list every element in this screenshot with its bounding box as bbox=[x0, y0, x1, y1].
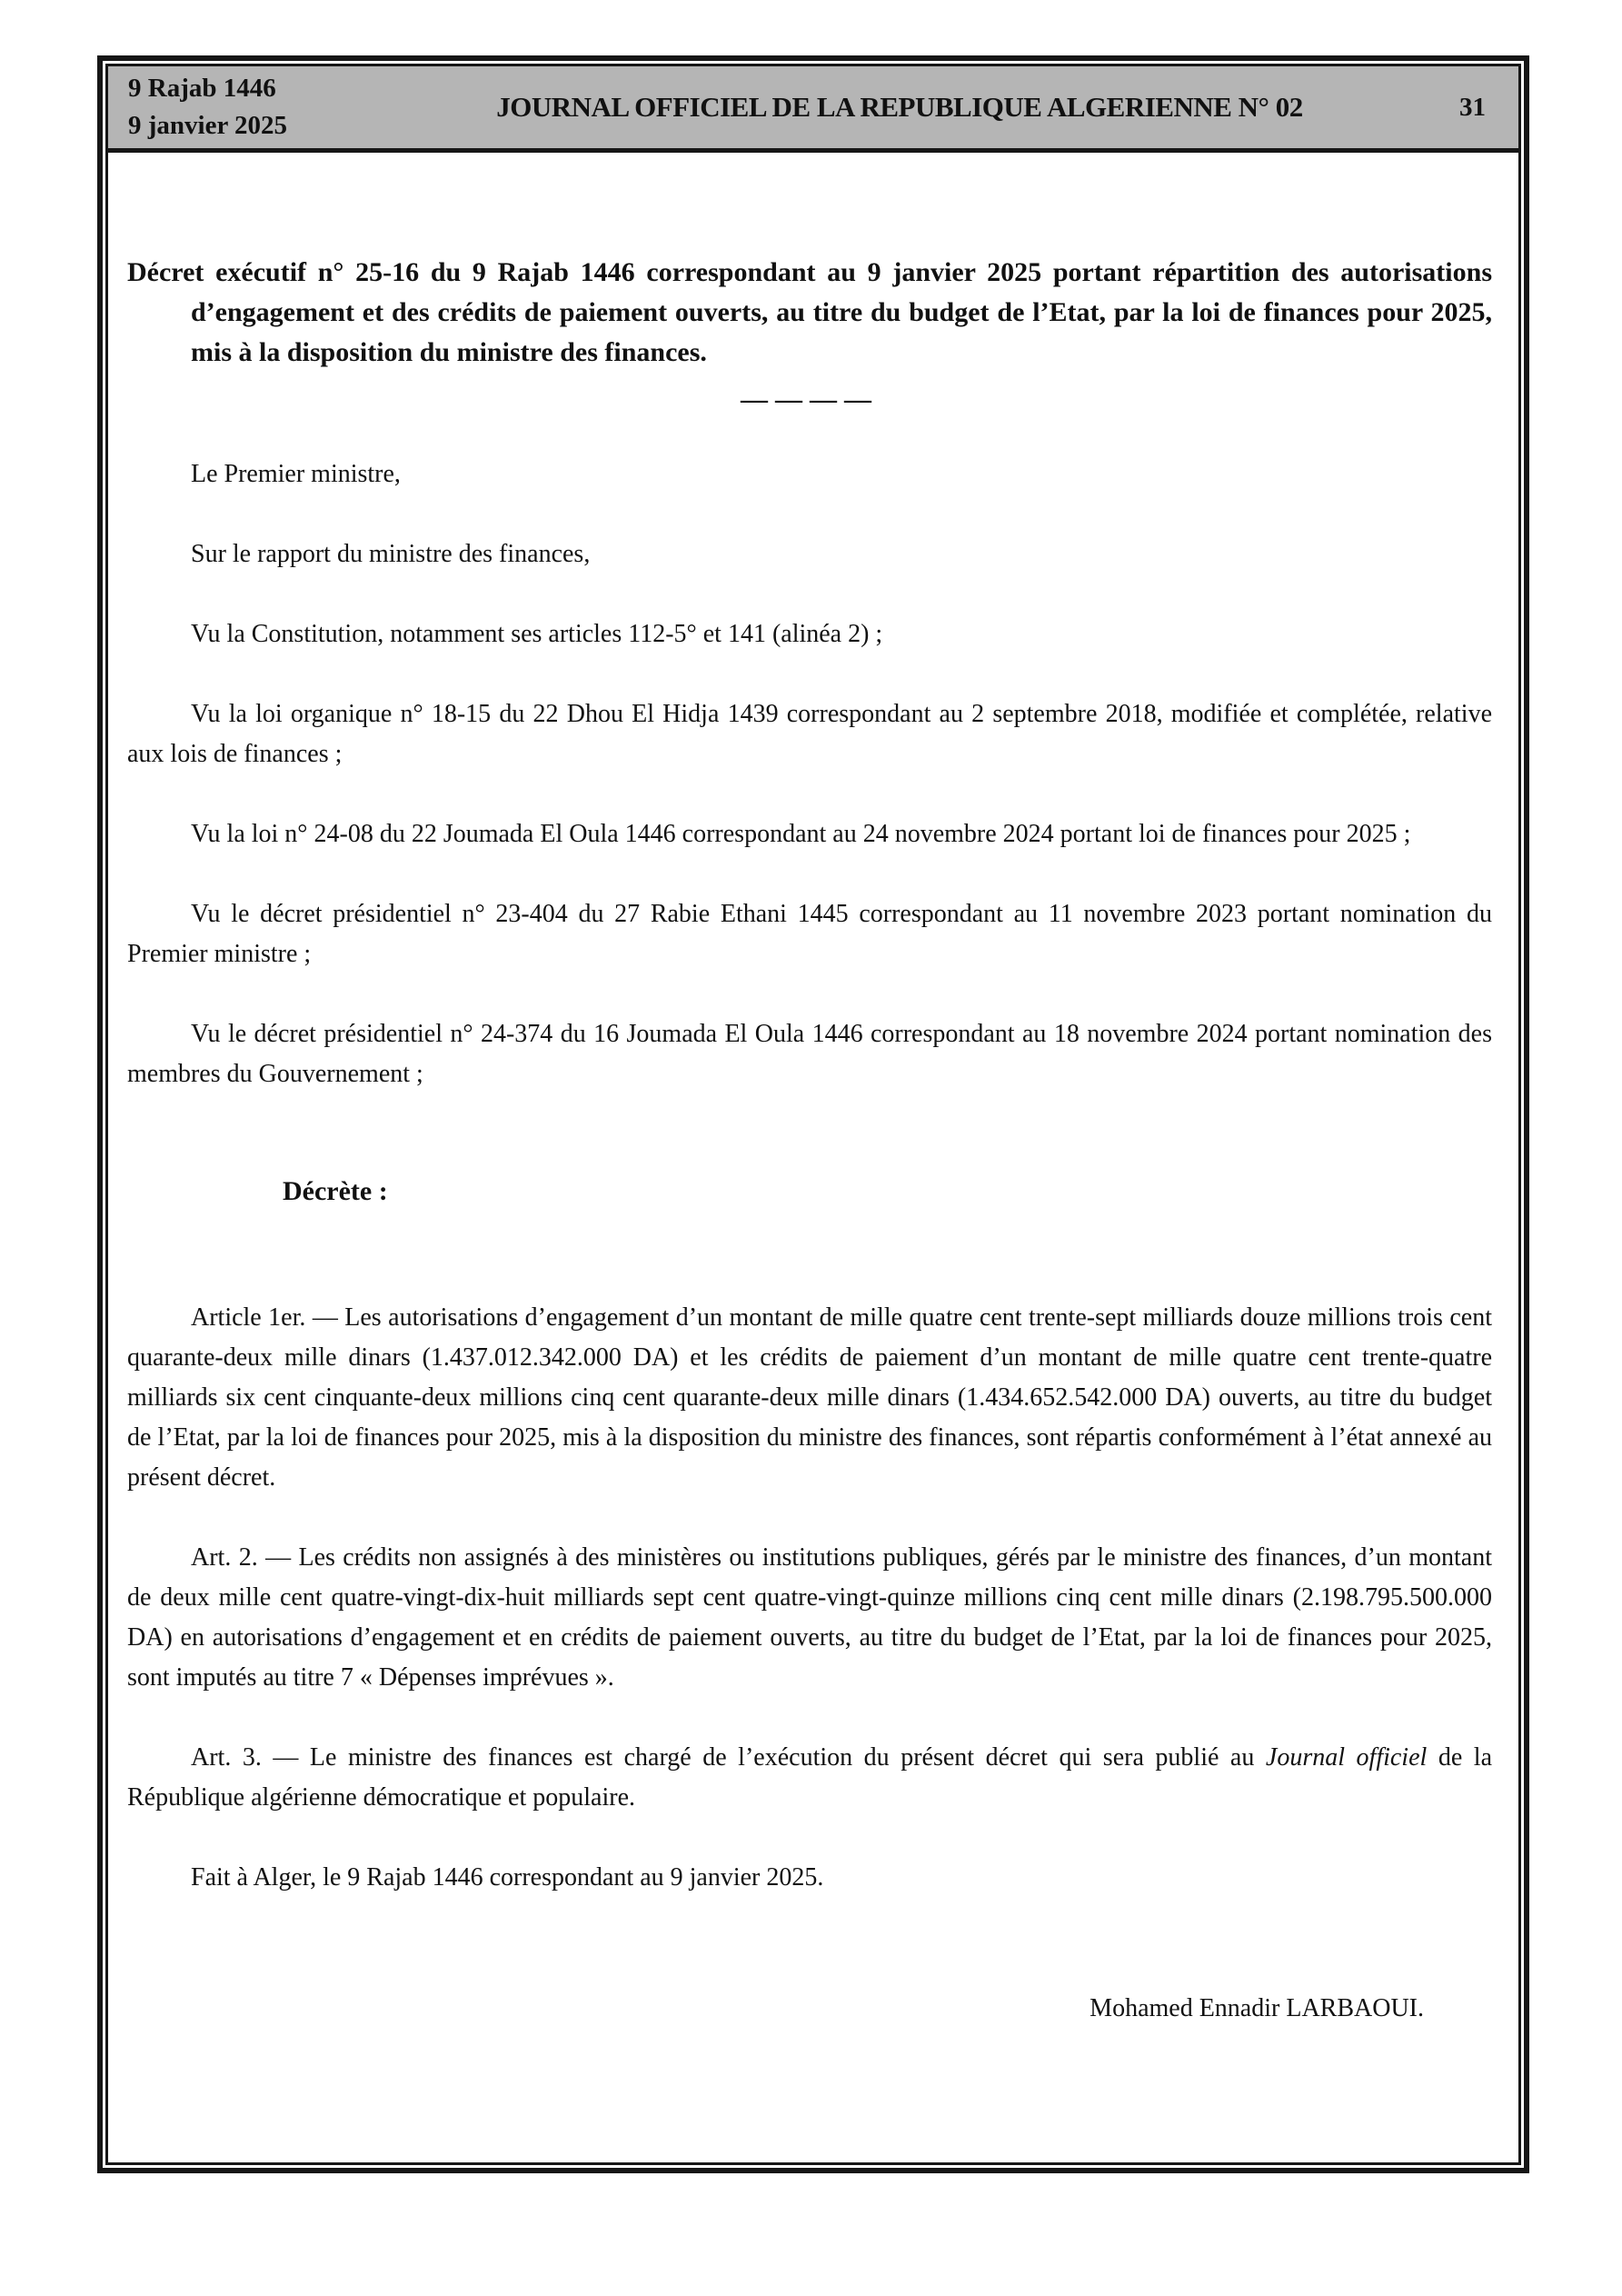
preamble-constitution: Vu la Constitution, notamment ses articles 112-5° et 141 (alinéa 2) ; bbox=[191, 620, 883, 648]
decree-body bbox=[108, 153, 1518, 2029]
article-2: Art. 2. — Les crédits non assignés à des ministères ou institutions publiques, gérés par le ministre des finances, d’un montant de deux mille cent quatre-vingt-dix-huit milliards sept cent quatre-vingt-quinze millions cinq cent mille dinars (2.198.795.500.000 DA) en autorisations d’engagement et en crédits de paiement ouverts, au titre du budget de l’Etat, par la loi de finances pour 2025, sont imputés au titre 7 « Dépenses imprévues ». bbox=[127, 1543, 1492, 1692]
article-3-text: Art. 3. — Le ministre des finances est chargé de l’exécution du présent décret qui sera publié au bbox=[191, 1743, 1266, 1772]
article-3 bbox=[127, 1738, 1492, 1818]
dash-separator: ———— bbox=[741, 384, 879, 414]
preamble-rapport: Sur le rapport du ministre des finances, bbox=[191, 540, 591, 568]
date-hijri: 9 Rajab 1446 bbox=[128, 74, 276, 103]
date-gregorian: 9 janvier 2025 bbox=[128, 111, 288, 140]
masthead-dates bbox=[108, 70, 381, 145]
closing-date: Fait à Alger, le 9 Rajab 1446 correspondant au 9 janvier 2025. bbox=[191, 1863, 824, 1892]
page-frame bbox=[97, 55, 1529, 2173]
preamble-decret-23-404: Vu le décret présidentiel n° 23-404 du 27 Rabie Ethani 1445 correspondant au 11 novembre 2023 portant nomination du Premier ministre ; bbox=[127, 900, 1492, 968]
article-3-text-end: de la République algérienne démocratique et populaire. bbox=[127, 1743, 1492, 1812]
masthead bbox=[108, 66, 1518, 153]
page-number: 31 bbox=[1459, 92, 1486, 122]
signature: Mohamed Ennadir LARBAOUI. bbox=[1090, 1994, 1424, 2022]
article-1: Article 1er. — Les autorisations d’engagement d’un montant de mille quatre cent trente-sept milliards douze millions trois cent quarante-deux mille dinars (1.437.012.342.000 DA) et les crédits de paiement d’un montant de mille quatre cent trente-quatre milliards six cent cinquante-deux millions cinq cent quarante-deux mille dinars (1.434.652.542.000 DA) ouverts, au titre du budget de l’Etat, par la loi de finances pour 2025, mis à la disposition du ministre des finances, sont répartis conformément à l’état annexé au présent décret. bbox=[127, 1303, 1492, 1492]
page-frame-inner bbox=[105, 64, 1521, 2165]
preamble-loi-finances: Vu la loi n° 24-08 du 22 Joumada El Oula 1446 correspondant au 24 novembre 2024 portant loi de finances pour 2025 ; bbox=[191, 820, 1411, 848]
decree-title: Décret exécutif n° 25-16 du 9 Rajab 1446 correspondant au 9 janvier 2025 portant répartition des autorisations d’engagement et des crédits de paiement ouverts, au titre du budget de l’Etat, par la loi de finances pour 2025, mis à la disposition du ministre des finances. bbox=[127, 257, 1492, 367]
preamble-premier-ministre: Le Premier ministre, bbox=[191, 460, 401, 488]
preamble-decret-24-374: Vu le décret présidentiel n° 24-374 du 16 Joumada El Oula 1446 correspondant au 18 novembre 2024 portant nomination des membres du Gouvernement ; bbox=[127, 1020, 1492, 1088]
journal-officiel-italic: Journal officiel bbox=[1265, 1743, 1428, 1772]
journal-title: JOURNAL OFFICIEL DE LA REPUBLIQUE ALGERIENNE N° 02 bbox=[496, 91, 1303, 123]
enacting-formula: Décrète : bbox=[283, 1176, 388, 1206]
preamble-loi-organique: Vu la loi organique n° 18-15 du 22 Dhou El Hidja 1439 correspondant au 2 septembre 2018, modifiée et complétée, relative aux lois de finances ; bbox=[127, 700, 1492, 768]
